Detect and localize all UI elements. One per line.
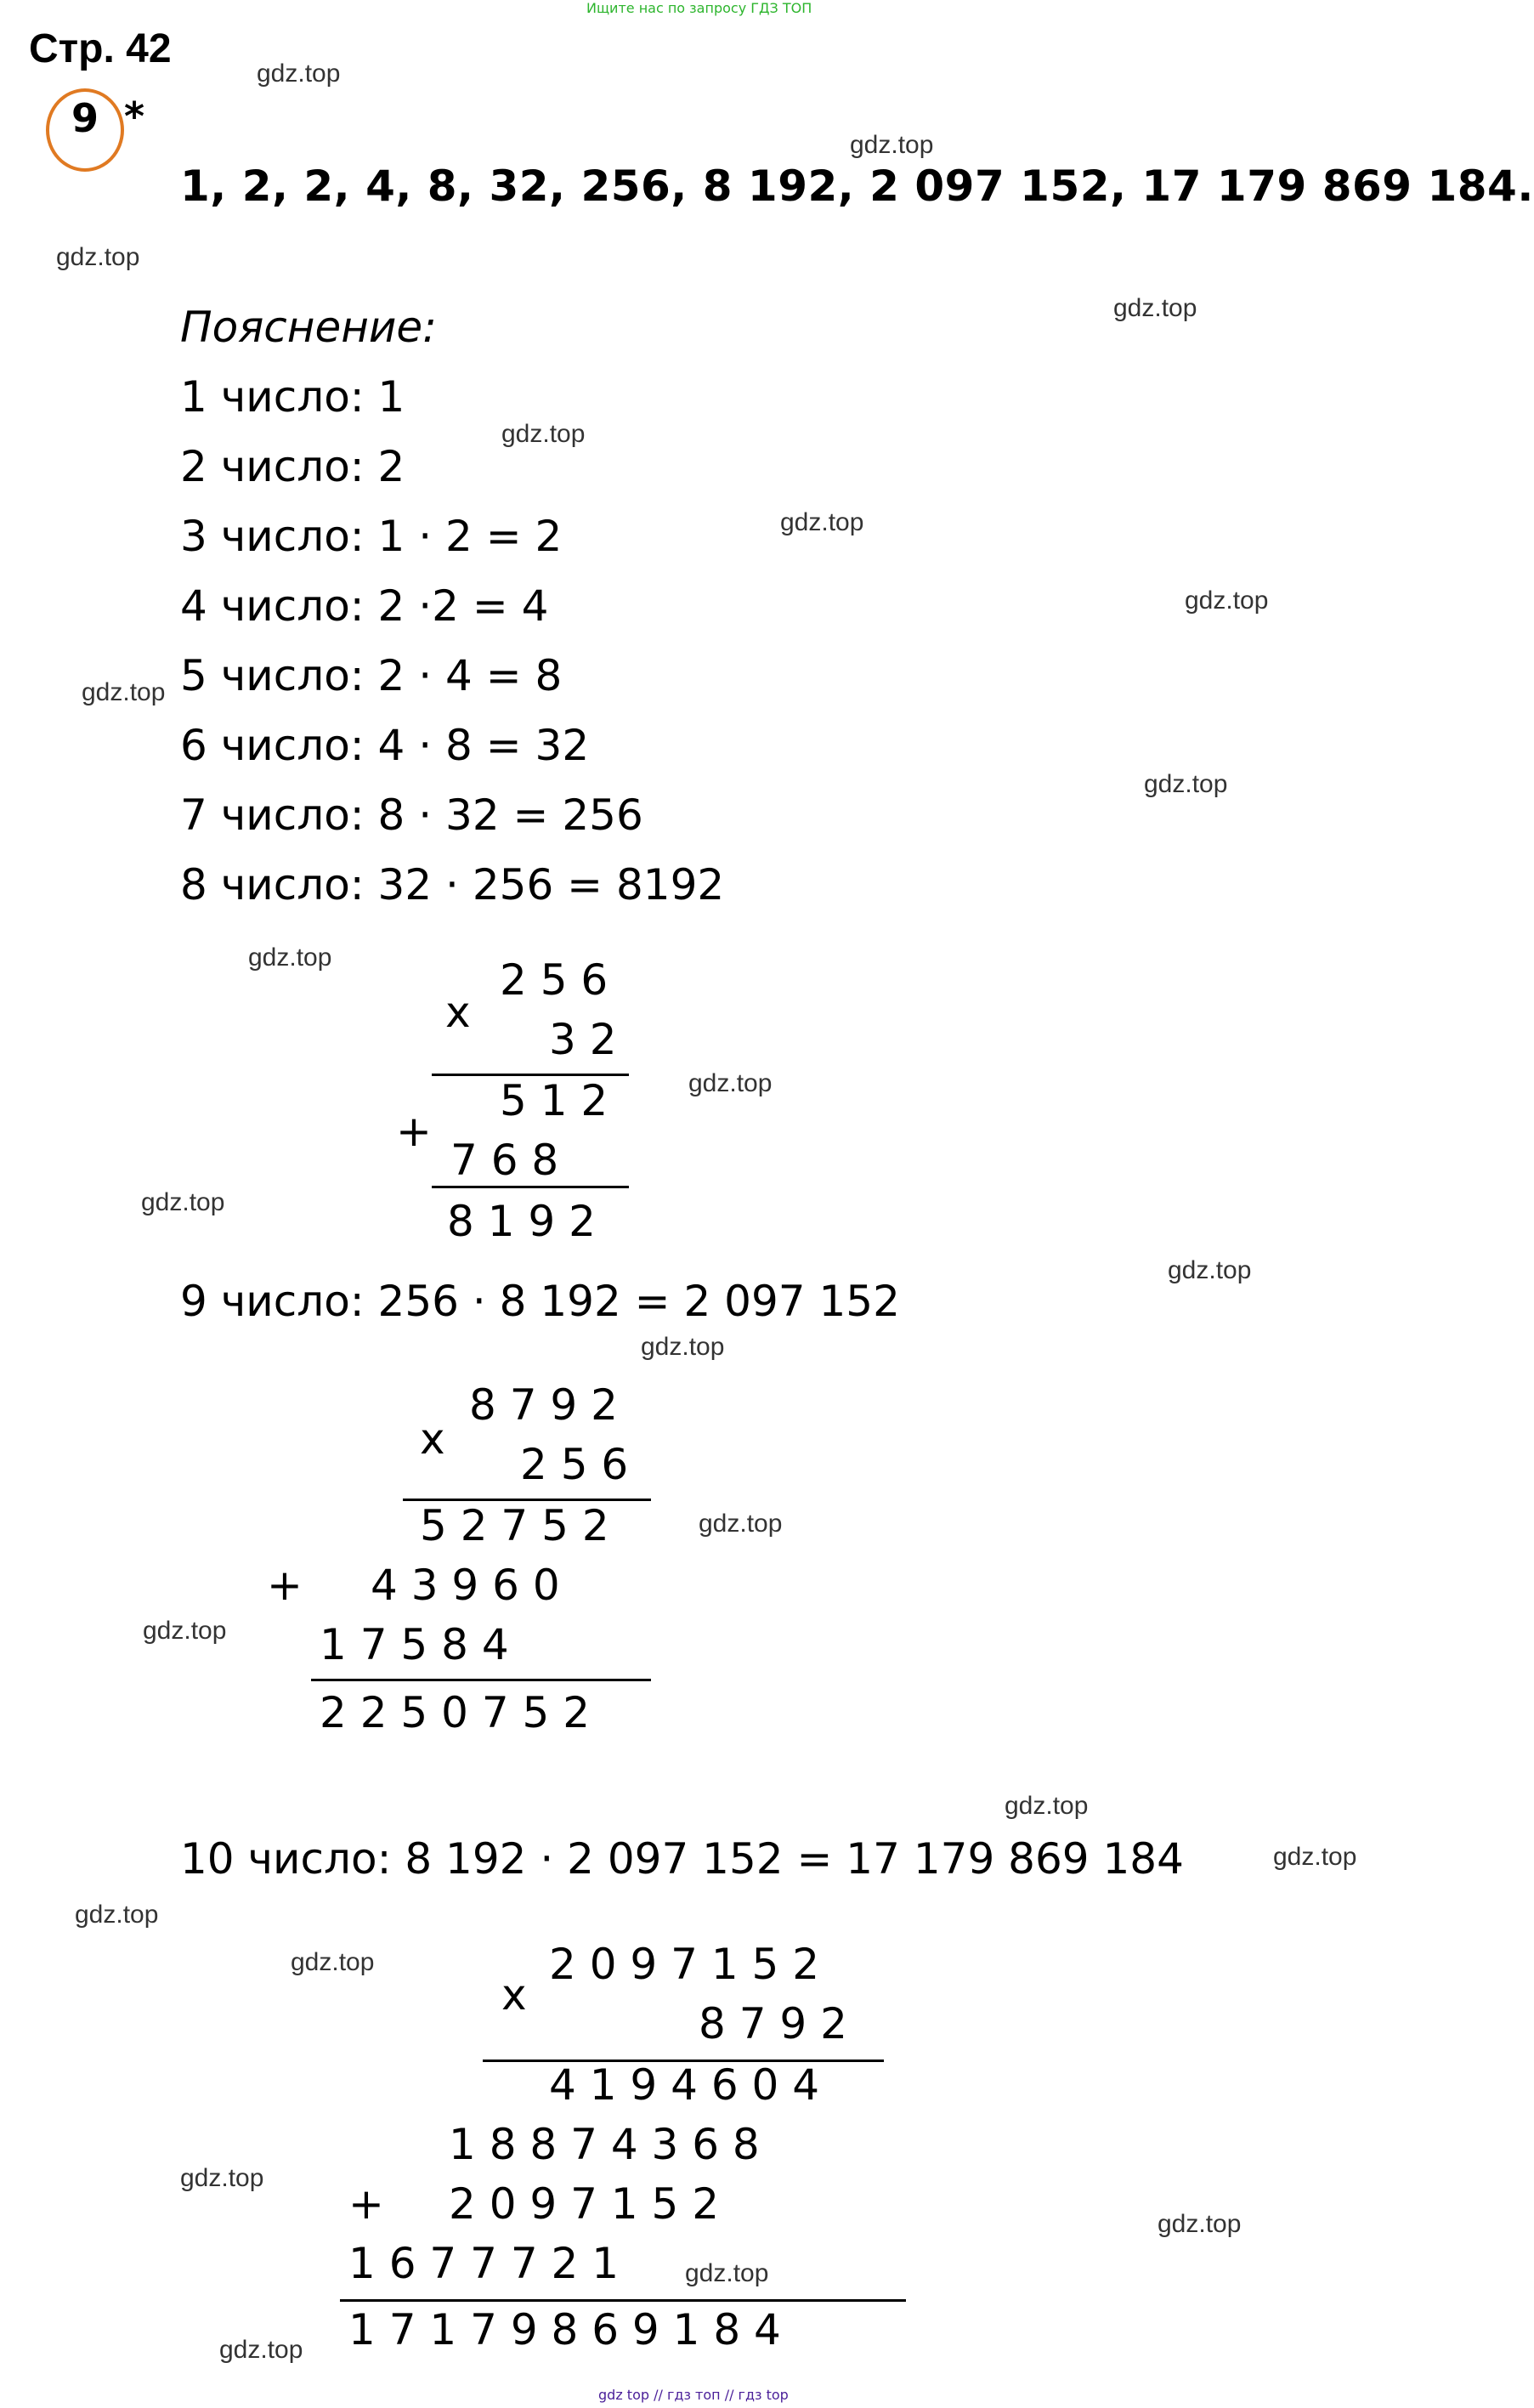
explanation-line: 4 число: 2 ·2 = 4 (180, 581, 549, 631)
watermark: gdz.top (141, 1188, 225, 1216)
watermark: gdz.top (1158, 2210, 1242, 2238)
explanation-line: 5 число: 2 · 4 = 8 (180, 651, 563, 700)
task-star-marker: * (124, 93, 145, 139)
watermark: gdz.top (850, 131, 934, 159)
plus-sign: + (396, 1107, 432, 1156)
watermark: gdz.top (257, 59, 341, 88)
watermark: gdz.top (291, 1948, 375, 1976)
calc-row: 5 1 2 (500, 1076, 609, 1125)
watermark: gdz.top (82, 678, 166, 706)
watermark: gdz.top (219, 2336, 303, 2364)
explanation-line-10: 10 число: 8 192 · 2 097 152 = 17 179 869 184 (180, 1834, 1184, 1884)
calc-rule (340, 2299, 906, 2302)
calc-row: 1 6 7 7 7 2 1 (348, 2239, 620, 2288)
watermark: gdz.top (699, 1510, 783, 1538)
calc-row: 2 0 9 7 1 5 2 (449, 2179, 720, 2229)
calc-rule (432, 1186, 629, 1188)
calc-row: 2 5 6 (500, 955, 609, 1005)
explanation-line: 8 число: 32 · 256 = 8192 (180, 860, 725, 909)
explanation-line: 1 число: 1 (180, 372, 405, 422)
calc-row: 2 5 6 (520, 1440, 629, 1489)
calc-row: 8 7 9 2 (699, 1999, 847, 2048)
calc-row: 1 8 8 7 4 3 6 8 (449, 2120, 760, 2169)
watermark: gdz.top (1005, 1792, 1089, 1820)
explanation-line: 2 число: 2 (180, 442, 405, 491)
calc-row: 4 3 9 6 0 (371, 1561, 560, 1610)
watermark: gdz.top (1113, 294, 1197, 322)
multiply-sign: x (420, 1414, 445, 1464)
calc-row: 1 7 5 8 4 (320, 1620, 509, 1669)
multiply-sign: x (445, 988, 471, 1037)
watermark: gdz.top (180, 2164, 264, 2192)
page-title: Стр. 42 (29, 26, 172, 71)
footer-links[interactable]: gdz top // гдз топ // гдз top (598, 2387, 789, 2403)
explanation-line: 6 число: 4 · 8 = 32 (180, 721, 590, 770)
watermark: gdz.top (143, 1617, 227, 1645)
explanation-line: 7 число: 8 · 32 = 256 (180, 790, 643, 840)
answer-sequence: 1, 2, 2, 4, 8, 32, 256, 8 192, 2 097 152, 17 179 869 184. (180, 161, 1534, 211)
watermark: gdz.top (56, 243, 140, 271)
search-hint-link[interactable]: Ищите нас по запросу ГДЗ ТОП (586, 0, 812, 16)
watermark: gdz.top (780, 508, 864, 536)
watermark: gdz.top (75, 1901, 159, 1929)
calc-row: 8 1 9 2 (447, 1197, 596, 1246)
calc-row: 2 0 9 7 1 5 2 (549, 1940, 820, 1989)
explanation-heading: Пояснение: (180, 303, 438, 352)
calc-row: 1 7 1 7 9 8 6 9 1 8 4 (348, 2305, 781, 2354)
watermark: gdz.top (501, 420, 586, 448)
explanation-line-9: 9 число: 256 · 8 192 = 2 097 152 (180, 1277, 900, 1326)
watermark: gdz.top (1185, 586, 1269, 615)
calc-row: 8 7 9 2 (469, 1380, 618, 1430)
watermark: gdz.top (1144, 770, 1228, 798)
plus-sign: + (348, 2179, 384, 2229)
watermark: gdz.top (1168, 1256, 1252, 1284)
watermark: gdz.top (688, 1069, 773, 1097)
calc-rule (311, 1679, 651, 1681)
calc-row: 5 2 7 5 2 (420, 1501, 609, 1550)
multiply-sign: x (501, 1970, 527, 2020)
task-number: 9 (71, 95, 99, 141)
calc-row: 2 2 5 0 7 5 2 (320, 1688, 591, 1737)
watermark: gdz.top (1273, 1843, 1357, 1871)
explanation-line: 3 число: 1 · 2 = 2 (180, 512, 563, 561)
watermark: gdz.top (685, 2259, 769, 2287)
watermark: gdz.top (248, 943, 332, 972)
calc-row: 7 6 8 (450, 1136, 559, 1185)
plus-sign: + (267, 1561, 303, 1610)
calc-row: 3 2 (549, 1015, 617, 1064)
watermark: gdz.top (641, 1333, 725, 1361)
calc-row: 4 1 9 4 6 0 4 (549, 2060, 820, 2110)
